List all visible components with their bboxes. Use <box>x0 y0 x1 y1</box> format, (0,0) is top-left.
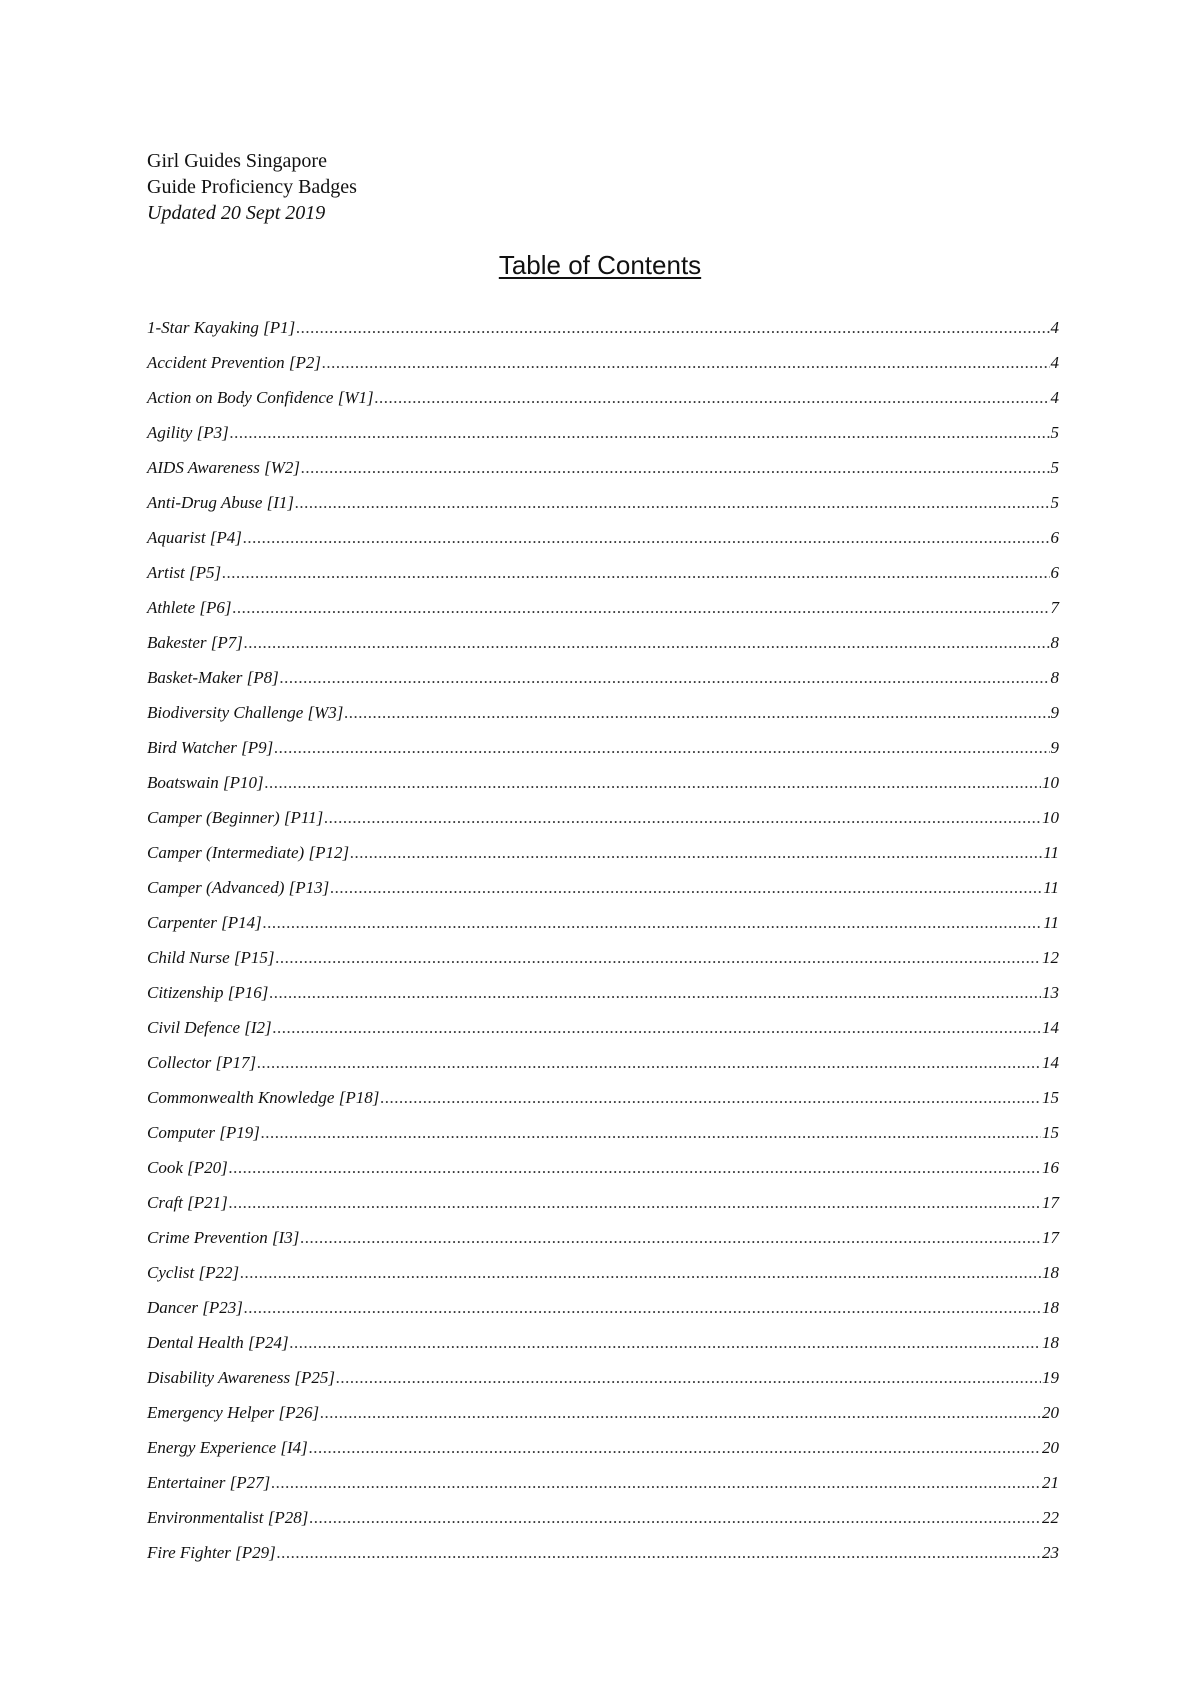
toc-entry-label: Carpenter [P14] <box>147 913 262 932</box>
toc-entry[interactable] <box>147 1465 1059 1500</box>
toc-dot-leader <box>240 1255 1041 1290</box>
toc-entry-page-number: 17 <box>1042 1193 1059 1212</box>
toc-entry-page-number: 4 <box>1050 318 1059 337</box>
toc-dot-leader <box>280 660 1050 695</box>
toc-entry-label: Cyclist [P22] <box>147 1263 240 1282</box>
toc-entry[interactable] <box>147 555 1059 590</box>
toc-entry-label: Artist [P5] <box>147 563 222 582</box>
toc-entry-label: Bakester [P7] <box>147 633 243 652</box>
toc-entry-label: Dancer [P23] <box>147 1298 243 1317</box>
toc-dot-leader <box>296 310 1049 345</box>
toc-entry[interactable] <box>147 695 1059 730</box>
toc-entry-label: Camper (Advanced) [P13] <box>147 878 330 897</box>
toc-dot-leader <box>273 1010 1041 1045</box>
toc-entry-page-number: 12 <box>1042 948 1059 967</box>
toc-entry-label: Craft [P21] <box>147 1193 228 1212</box>
toc-entry-page-number: 14 <box>1042 1018 1059 1037</box>
updated-date: Updated 20 Sept 2019 <box>147 202 326 224</box>
toc-dot-leader <box>290 1325 1041 1360</box>
toc-dot-leader <box>277 1535 1041 1570</box>
toc-entry[interactable] <box>147 1360 1059 1395</box>
toc-entry-label: Energy Experience [I4] <box>147 1438 308 1457</box>
toc-entry[interactable] <box>147 835 1059 870</box>
toc-entry-label: AIDS Awareness [W2] <box>147 458 300 477</box>
toc-entry-label: Computer [P19] <box>147 1123 260 1142</box>
toc-entry-label: Disability Awareness [P25] <box>147 1368 335 1387</box>
toc-entry-label: Crime Prevention [I3] <box>147 1228 300 1247</box>
toc-dot-leader <box>330 870 1042 905</box>
toc-dot-leader <box>300 1220 1041 1255</box>
toc-entry-label: Commonwealth Knowledge [P18] <box>147 1088 380 1107</box>
toc-entry[interactable] <box>147 1080 1059 1115</box>
toc-entry-label: Anti-Drug Abuse [I1] <box>147 493 295 512</box>
toc-entry-page-number: 11 <box>1043 878 1059 897</box>
toc-dot-leader <box>295 485 1049 520</box>
toc-entry-page-number: 23 <box>1042 1543 1059 1562</box>
table-of-contents <box>147 310 1059 1570</box>
toc-entry-label: Athlete [P6] <box>147 598 232 617</box>
toc-entry[interactable] <box>147 450 1059 485</box>
toc-entry[interactable] <box>147 1325 1059 1360</box>
toc-entry[interactable] <box>147 380 1059 415</box>
toc-entry-label: Collector [P17] <box>147 1053 257 1072</box>
toc-entry-label: Agility [P3] <box>147 423 229 442</box>
toc-entry[interactable] <box>147 1290 1059 1325</box>
toc-entry-label: Entertainer [P27] <box>147 1473 271 1492</box>
toc-title: Table of Contents <box>498 250 702 280</box>
toc-entry-page-number: 10 <box>1042 808 1059 827</box>
toc-entry-page-number: 16 <box>1042 1158 1059 1177</box>
toc-entry[interactable] <box>147 660 1059 695</box>
toc-entry-page-number: 8 <box>1050 668 1059 687</box>
toc-dot-leader <box>324 800 1041 835</box>
toc-entry-label: Environmentalist [P28] <box>147 1508 309 1527</box>
toc-entry[interactable] <box>147 1115 1059 1150</box>
document-title: Guide Proficiency Badges <box>147 176 357 198</box>
toc-entry-page-number: 11 <box>1043 913 1059 932</box>
toc-entry[interactable] <box>147 765 1059 800</box>
toc-dot-leader <box>309 1500 1041 1535</box>
toc-dot-leader <box>243 520 1050 555</box>
toc-dot-leader <box>261 1115 1041 1150</box>
toc-dot-leader <box>375 380 1050 415</box>
toc-entry-page-number: 5 <box>1050 423 1059 442</box>
toc-entry-page-number: 8 <box>1050 633 1059 652</box>
toc-entry-page-number: 20 <box>1042 1438 1059 1457</box>
toc-entry-page-number: 7 <box>1050 598 1059 617</box>
toc-entry-label: Boatswain [P10] <box>147 773 264 792</box>
toc-entry-page-number: 14 <box>1042 1053 1059 1072</box>
toc-entry-label: Biodiversity Challenge [W3] <box>147 703 344 722</box>
toc-entry-page-number: 11 <box>1043 843 1059 862</box>
toc-entry[interactable] <box>147 1150 1059 1185</box>
toc-entry-label: Accident Prevention [P2] <box>147 353 322 372</box>
toc-entry-label: Civil Defence [I2] <box>147 1018 272 1037</box>
toc-entry-page-number: 15 <box>1042 1088 1059 1107</box>
toc-entry-label: Camper (Intermediate) [P12] <box>147 843 350 862</box>
toc-dot-leader <box>350 835 1042 870</box>
toc-entry-page-number: 9 <box>1050 738 1059 757</box>
toc-entry[interactable] <box>147 870 1059 905</box>
toc-entry-label: Aquarist [P4] <box>147 528 242 547</box>
toc-entry-page-number: 10 <box>1042 773 1059 792</box>
toc-dot-leader <box>230 415 1050 450</box>
toc-entry-page-number: 21 <box>1042 1473 1059 1492</box>
toc-entry[interactable] <box>147 800 1059 835</box>
toc-dot-leader <box>380 1080 1041 1115</box>
toc-entry-label: Bird Watcher [P9] <box>147 738 274 757</box>
toc-entry-label: Cook [P20] <box>147 1158 228 1177</box>
organization-name: Girl Guides Singapore <box>147 150 327 172</box>
toc-entry[interactable] <box>147 485 1059 520</box>
toc-entry-page-number: 22 <box>1042 1508 1059 1527</box>
toc-entry-page-number: 6 <box>1050 563 1059 582</box>
toc-entry-page-number: 17 <box>1042 1228 1059 1247</box>
toc-entry[interactable] <box>147 1535 1059 1570</box>
toc-entry[interactable] <box>147 345 1059 380</box>
toc-entry[interactable] <box>147 310 1059 345</box>
toc-dot-leader <box>222 555 1049 590</box>
toc-dot-leader <box>320 1395 1041 1430</box>
toc-dot-leader <box>244 1290 1041 1325</box>
toc-entry-label: Emergency Helper [P26] <box>147 1403 320 1422</box>
toc-entry[interactable] <box>147 1185 1059 1220</box>
toc-entry-page-number: 9 <box>1050 703 1059 722</box>
document-header <box>147 148 357 226</box>
toc-entry[interactable] <box>147 1500 1059 1535</box>
toc-entry[interactable] <box>147 520 1059 555</box>
toc-entry-page-number: 18 <box>1042 1263 1059 1282</box>
toc-entry-page-number: 4 <box>1050 388 1059 407</box>
toc-entry-page-number: 20 <box>1042 1403 1059 1422</box>
toc-dot-leader <box>233 590 1050 625</box>
toc-entry-page-number: 4 <box>1050 353 1059 372</box>
toc-entry[interactable] <box>147 940 1059 975</box>
toc-entry-page-number: 15 <box>1042 1123 1059 1142</box>
toc-entry-label: Action on Body Confidence [W1] <box>147 388 374 407</box>
toc-entry[interactable] <box>147 625 1059 660</box>
toc-dot-leader <box>257 1045 1041 1080</box>
toc-entry-label: 1-Star Kayaking [P1] <box>147 318 296 337</box>
toc-entry[interactable] <box>147 415 1059 450</box>
toc-dot-leader <box>269 975 1041 1010</box>
toc-entry-page-number: 5 <box>1050 493 1059 512</box>
toc-dot-leader <box>244 625 1050 660</box>
toc-entry-page-number: 5 <box>1050 458 1059 477</box>
toc-dot-leader <box>271 1465 1041 1500</box>
toc-dot-leader <box>309 1430 1041 1465</box>
toc-entry-label: Camper (Beginner) [P11] <box>147 808 324 827</box>
toc-entry-label: Basket-Maker [P8] <box>147 668 279 687</box>
toc-dot-leader <box>344 695 1049 730</box>
toc-entry-page-number: 18 <box>1042 1333 1059 1352</box>
toc-entry-page-number: 19 <box>1042 1368 1059 1387</box>
toc-entry-label: Citizenship [P16] <box>147 983 269 1002</box>
toc-entry[interactable] <box>147 975 1059 1010</box>
toc-dot-leader <box>322 345 1049 380</box>
toc-entry[interactable] <box>147 1430 1059 1465</box>
toc-entry[interactable] <box>147 1010 1059 1045</box>
toc-entry[interactable] <box>147 1255 1059 1290</box>
toc-entry-page-number: 6 <box>1050 528 1059 547</box>
toc-dot-leader <box>276 940 1041 975</box>
toc-dot-leader <box>229 1150 1041 1185</box>
toc-entry-label: Dental Health [P24] <box>147 1333 289 1352</box>
toc-entry-label: Child Nurse [P15] <box>147 948 275 967</box>
toc-entry[interactable] <box>147 1395 1059 1430</box>
toc-entry-label: Fire Fighter [P29] <box>147 1543 276 1562</box>
toc-entry[interactable] <box>147 1220 1059 1255</box>
toc-dot-leader <box>263 905 1043 940</box>
toc-heading <box>0 248 1200 282</box>
toc-entry[interactable] <box>147 590 1059 625</box>
toc-entry[interactable] <box>147 730 1059 765</box>
toc-dot-leader <box>265 765 1041 800</box>
toc-dot-leader <box>336 1360 1041 1395</box>
toc-dot-leader <box>301 450 1050 485</box>
toc-dot-leader <box>274 730 1049 765</box>
toc-entry[interactable] <box>147 905 1059 940</box>
toc-entry-page-number: 13 <box>1042 983 1059 1002</box>
toc-entry-page-number: 18 <box>1042 1298 1059 1317</box>
toc-dot-leader <box>229 1185 1041 1220</box>
toc-entry[interactable] <box>147 1045 1059 1080</box>
